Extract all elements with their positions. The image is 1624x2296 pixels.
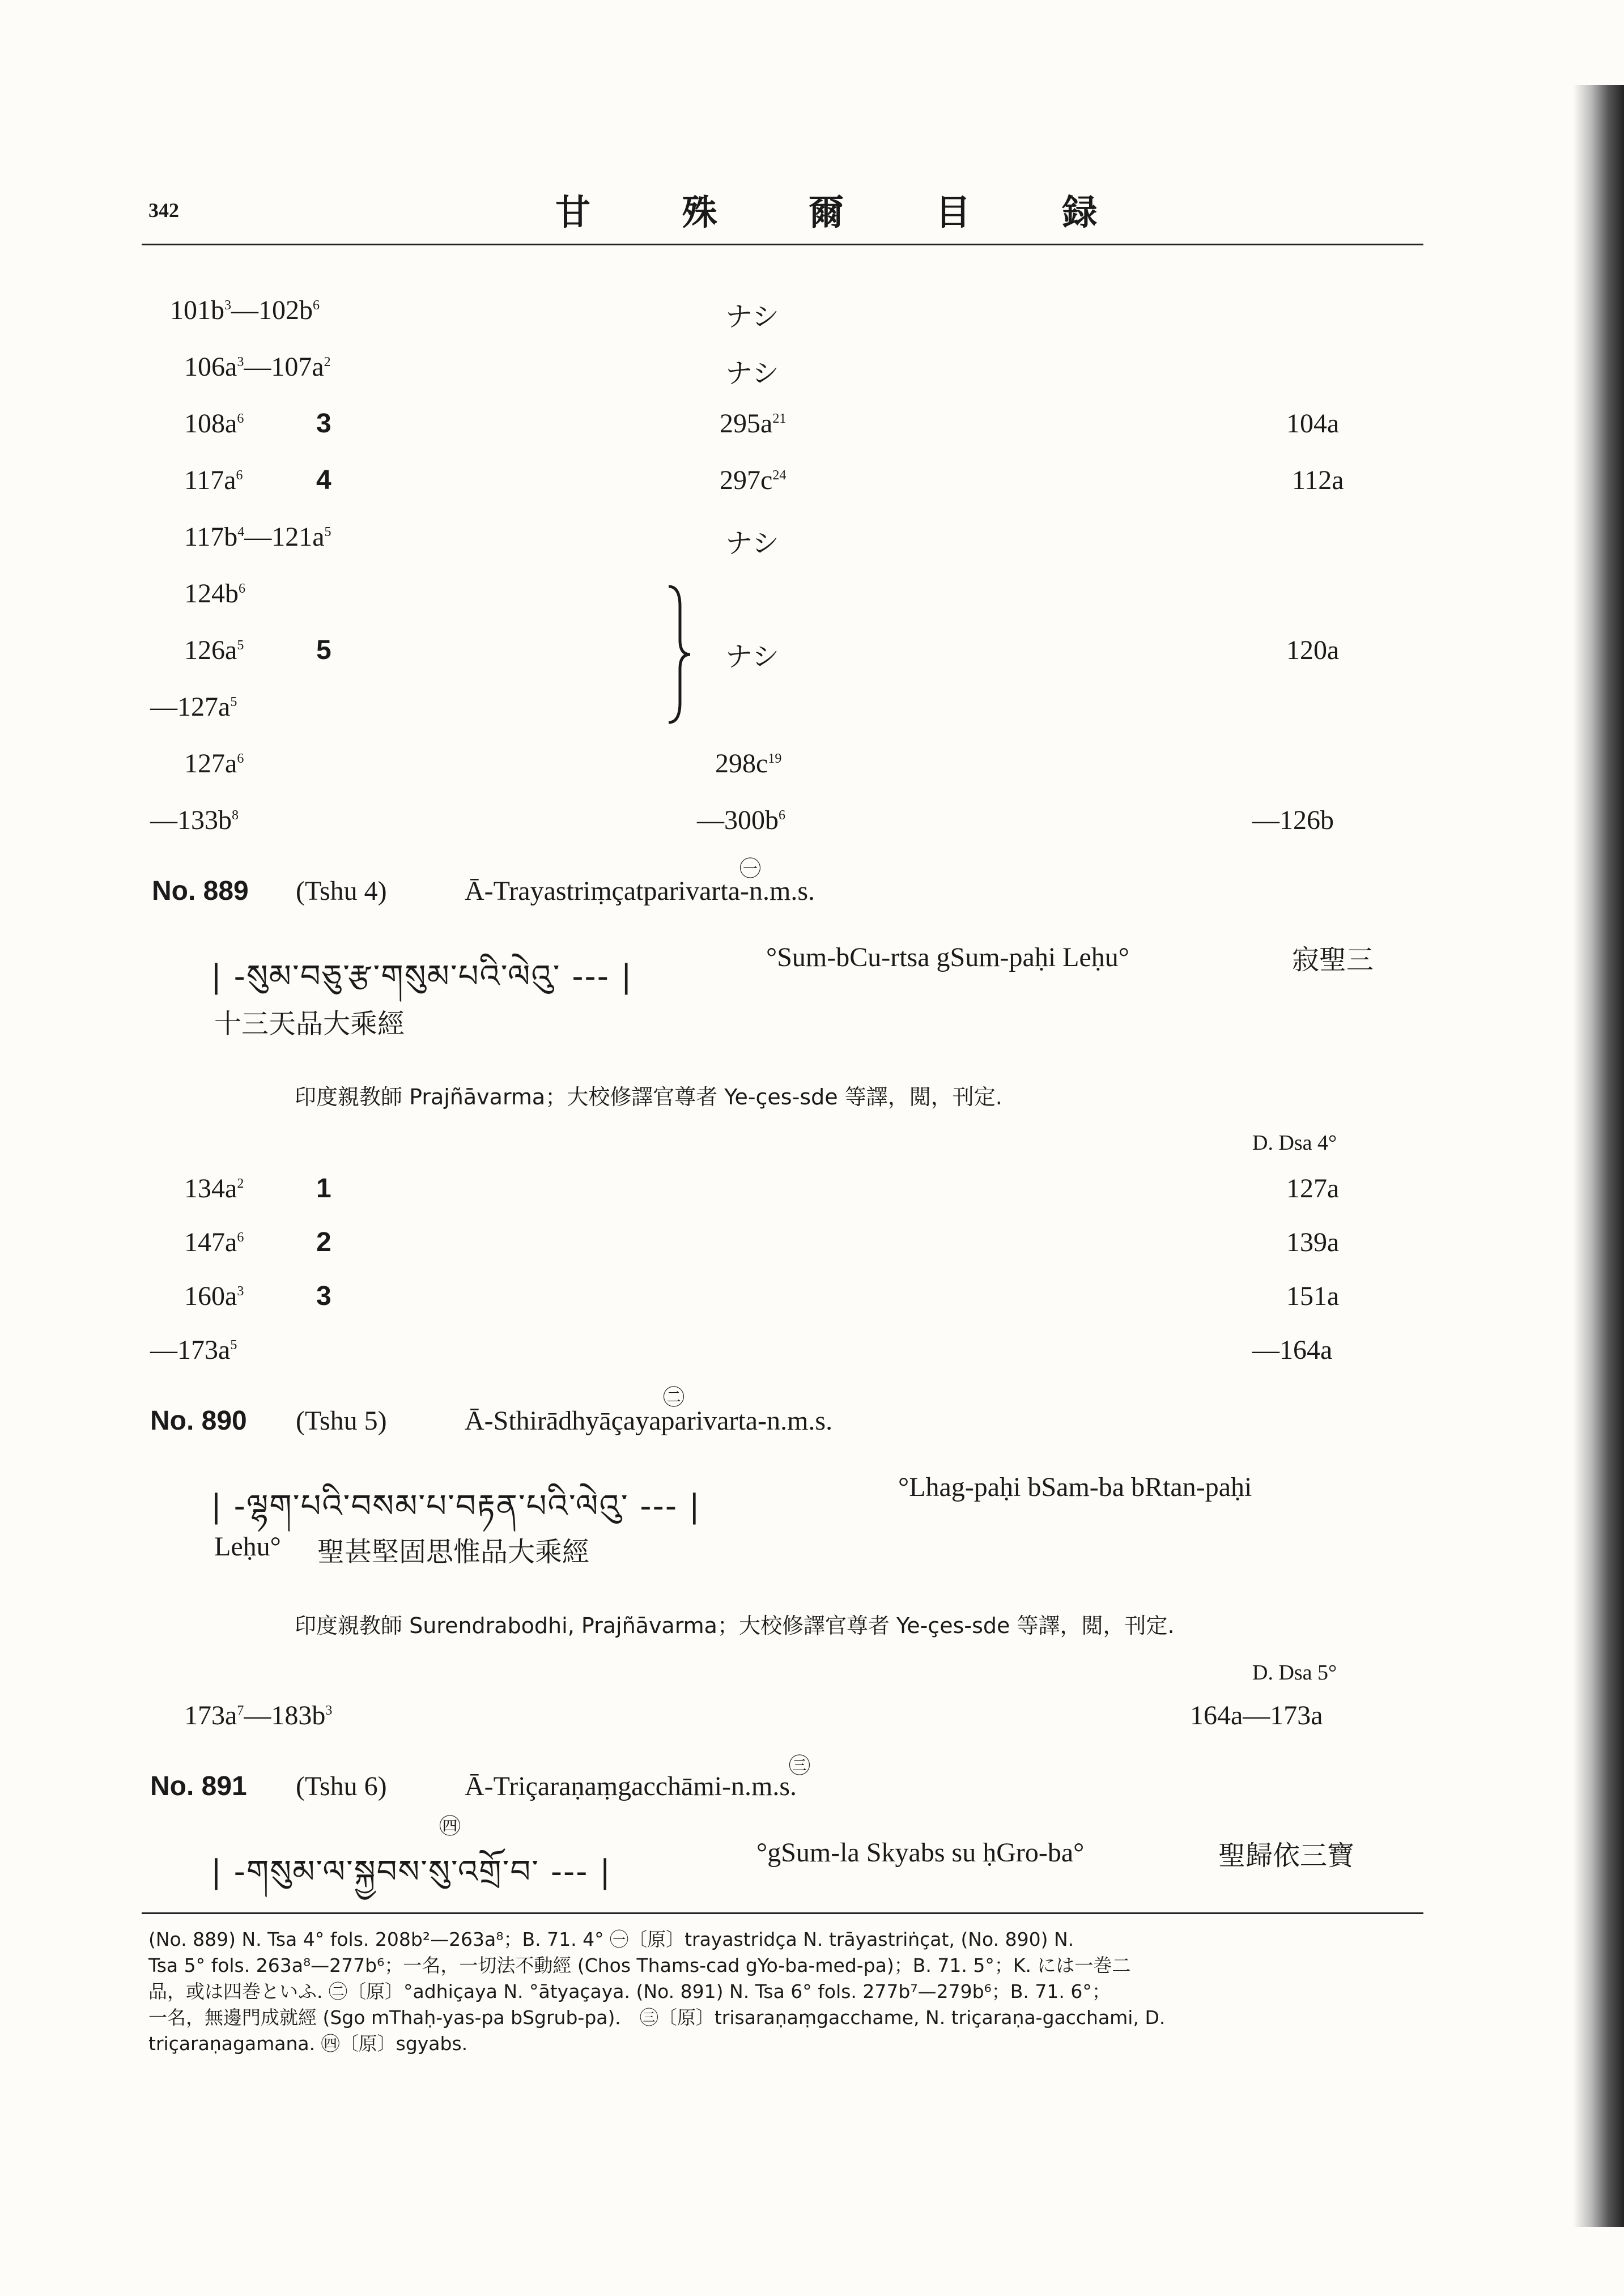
table-row: $147a^6$: [184, 1227, 244, 1257]
taisho-ref: ナシ: [725, 528, 780, 559]
taisho-ref: $297c^{24}$: [720, 465, 787, 495]
roman-title-cont: Leḥu°: [214, 1532, 281, 1562]
chinese-title-cont: 十三天品大乘經: [214, 1008, 405, 1040]
footnote-line: 品，或は四巻といふ. ㊁〔原〕°adhiçaya N. °ātyaçaya. (No. 891) N. Tsa 6° fols. 277b⁷—279b⁶；B. 71. 6°；: [148, 1980, 1111, 2002]
tshu-ref: (Tshu 4): [296, 876, 387, 906]
sanskrit-title: Ā-Sthirādhyāçayaparivarta-n.m.s.: [465, 1406, 833, 1436]
fol-line: 4: [237, 525, 245, 539]
tshu-ref: (Tshu 5): [296, 1406, 387, 1436]
taisho-ref: $—300b^6$: [697, 805, 785, 835]
fol-line: 6: [236, 468, 243, 483]
derge-ref: 112a: [1292, 465, 1344, 495]
table-row: [150, 691, 237, 722]
taisho-ref: ナシ: [725, 301, 780, 333]
sanskrit-title: Ā-Trayastriṃçatparivarta-n.m.s.: [465, 876, 815, 906]
table-row: $134a^2$: [184, 1173, 244, 1204]
table-row: [184, 748, 244, 779]
fol-end: —102b: [231, 295, 313, 325]
fol-ref: 126a: [184, 635, 237, 665]
fol-end: —121a: [244, 522, 325, 552]
derge-range: 164a—173a: [1190, 1700, 1323, 1730]
roman-title: °Sum-bCu-rtsa gSum-paḥi Leḥu°: [766, 942, 1129, 972]
chapter-number: 3: [316, 409, 331, 439]
derge-ref: 151a: [1286, 1281, 1340, 1311]
fol-line: 6: [239, 581, 245, 596]
table-row: [184, 521, 331, 552]
translators: 印度親教師 Surendrabodhi, Prajñāvarma；大校修譯官尊者 Ye-çes-sde 等譯，閲，刊定.: [295, 1613, 1175, 1638]
entry-number: No. 890: [150, 1406, 247, 1436]
running-title: 甘 殊 爾 目 録: [555, 192, 1137, 233]
derge-volume: D. Dsa 4°: [1252, 1131, 1337, 1155]
table-row: $173a^7—183b^3$: [184, 1700, 333, 1730]
fol-ref: 124b: [184, 579, 239, 609]
tshu-ref: (Tshu 6): [296, 1771, 387, 1801]
footnote-rule: [142, 1912, 1423, 1914]
table-row: [184, 351, 331, 382]
fol-end-line: 2: [324, 355, 331, 369]
derge-ref: 139a: [1286, 1227, 1340, 1257]
table-row: [184, 635, 244, 666]
fol-end-line: 6: [313, 298, 320, 313]
table-row: [170, 295, 320, 326]
page-number: 342: [148, 199, 179, 222]
fol-end-line: 5: [324, 525, 331, 539]
fol-ref: 127a: [184, 749, 237, 779]
footnotes: [148, 1927, 1418, 2057]
chapter-number: 2: [316, 1227, 331, 1257]
roman-title: °gSum-la Skyabs su ḥGro-ba°: [756, 1838, 1085, 1868]
chapter-number: 1: [316, 1173, 331, 1204]
note-mark: ㊁: [663, 1386, 685, 1410]
tibetan-title: | -སུམ་བཅུ་རྩ་གསུམ་པའི་ལེའུ་ --- |: [211, 958, 633, 995]
table-row: [184, 465, 243, 496]
footnote-line: triçaraṇagamana. ㊃〔原〕sgyabs.: [148, 2033, 468, 2055]
footnote-line: Tsa 5° fols. 263a⁸—277b⁶；一名，一切法不動經 (Chos Thams-cad gYo-ba-med-pa)；B. 71. 5°；K. には一巻二: [148, 1954, 1131, 1976]
chapter-number: 5: [316, 635, 331, 665]
derge-ref: 104a: [1286, 409, 1340, 439]
fol-ref: —133b: [150, 805, 232, 835]
tibetan-title: | -ལྷག་པའི་བསམ་པ་བརྟན་པའི་ལེའུ་ --- |: [211, 1488, 701, 1525]
fol-line: 6: [237, 751, 244, 766]
chapter-number: 4: [316, 465, 331, 495]
page-edge-shadow: [1573, 85, 1624, 2227]
note-mark: ㊀: [739, 857, 762, 881]
fol-ref: 117b: [184, 522, 238, 552]
fol-line: 5: [237, 638, 244, 653]
derge-ref: 120a: [1286, 635, 1340, 665]
footnote-line: 一名，無邊門成就經 (Sgo mThaḥ-yas-pa bSgrub-pa)． ㊂〔原〕trisaraṇaṃgacchame, N. triçaraṇa-gacchami, D.: [148, 2006, 1166, 2029]
fol-ref: 108a: [184, 409, 237, 439]
tibetan-title: | -གསུམ་ལ་སྐྱབས་སུ་འགྲོ་བ་ --- |: [211, 1853, 612, 1890]
chapter-number: 3: [316, 1281, 331, 1311]
entry-number: No. 889: [152, 876, 249, 906]
fol-ref: 101b: [170, 295, 224, 325]
translators: 印度親教師 Prajñāvarma；大校修譯官尊者 Ye-çes-sde 等譯，閲，刊定.: [295, 1085, 1002, 1109]
note-mark: ㊂: [789, 1754, 811, 1778]
table-row: $160a^3$: [184, 1281, 244, 1311]
derge-ref: 127a: [1286, 1173, 1340, 1204]
header-rule: [142, 244, 1423, 245]
fol-end: —107a: [244, 352, 324, 382]
fol-line: 8: [232, 808, 239, 823]
chinese-title: 寂聖三: [1292, 944, 1374, 976]
fol-line: 3: [237, 355, 244, 369]
fol-ref: 106a: [184, 352, 237, 382]
fol-ref: —127a: [150, 692, 231, 722]
roman-title: °Lhag-paḥi bSam-ba bRtan-paḥi: [898, 1472, 1252, 1502]
derge-ref: —164a: [1252, 1335, 1333, 1365]
fol-ref: 117a: [184, 465, 236, 495]
derge-volume: D. Dsa 5°: [1252, 1661, 1337, 1685]
chinese-title: 聖歸依三寶: [1218, 1840, 1355, 1872]
taisho-ref: ナシ: [725, 358, 780, 389]
fol-line: 5: [230, 695, 237, 709]
table-row: [150, 805, 239, 836]
table-row: [184, 578, 245, 609]
taisho-ref: ナシ: [725, 641, 780, 673]
chinese-title: 聖甚堅固思惟品大乘經: [317, 1536, 590, 1568]
taisho-ref: $295a^{21}$: [720, 409, 787, 439]
taisho-ref: $298c^{19}$: [715, 749, 782, 779]
fol-line: 3: [224, 298, 231, 313]
entry-number: No. 891: [150, 1771, 247, 1801]
fol-line: 6: [237, 411, 244, 426]
footnote-line: (No. 889) N. Tsa 4° fols. 208b²—263a⁸；B. 71. 4° ㊀〔原〕trayastridça N. trāyastriṅçat, (No. 890) N.: [148, 1928, 1074, 1950]
derge-ref: —126b: [1252, 805, 1334, 835]
table-row: $—173a^5$: [150, 1335, 237, 1365]
note-mark: ㊃: [439, 1815, 461, 1839]
table-row: [184, 408, 244, 439]
brace: [663, 584, 697, 725]
sanskrit-title: Ā-Triçaraṇaṃgacchāmi-n.m.s.: [465, 1771, 797, 1801]
